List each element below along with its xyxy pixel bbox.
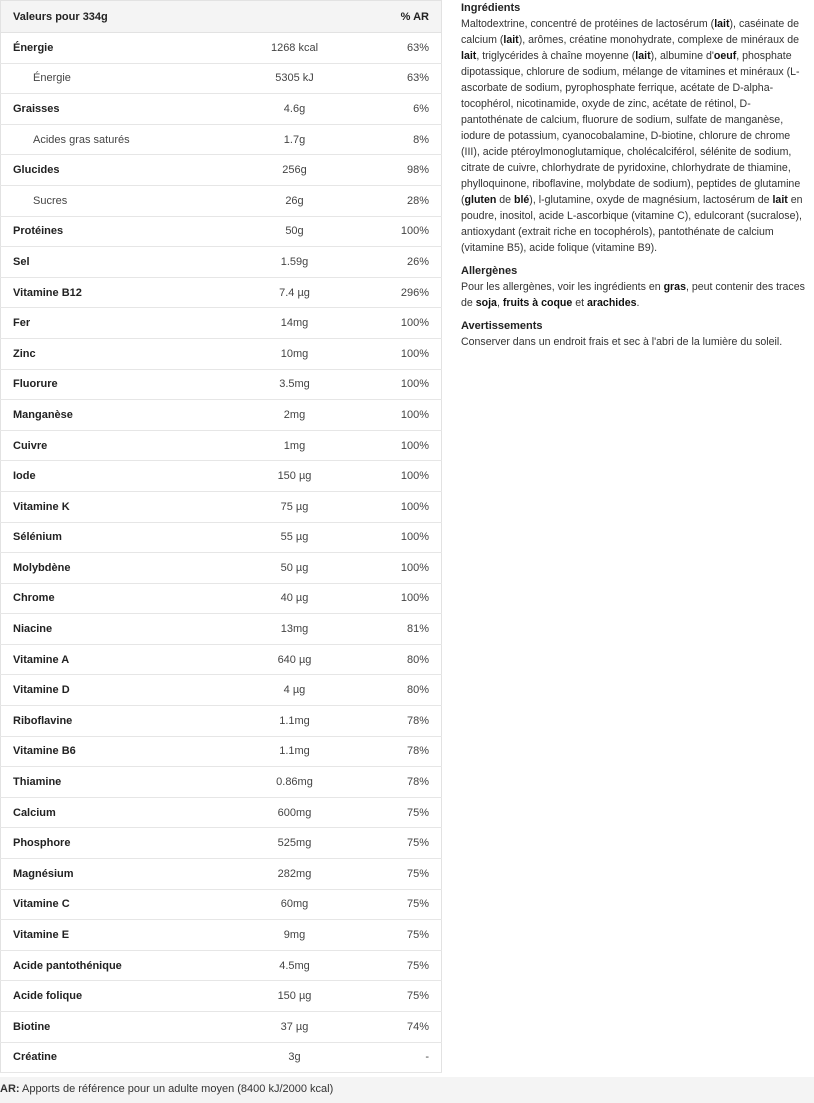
nutrient-amount: 600mg (229, 797, 361, 828)
nutrient-ar-percent: 75% (361, 889, 442, 920)
nutrient-name: Fluorure (1, 369, 229, 400)
nutrient-amount: 150 µg (229, 981, 361, 1012)
nutrient-ar-percent: 75% (361, 950, 442, 981)
ingredients-text (461, 16, 811, 256)
nutrient-name: Iode (1, 461, 229, 492)
table-row (1, 797, 442, 828)
nutrient-amount: 4.5mg (229, 950, 361, 981)
nutrient-ar-percent: 100% (361, 461, 442, 492)
nutrient-name: Vitamine E (1, 920, 229, 951)
nutrient-name: Vitamine A (1, 644, 229, 675)
nutrient-ar-percent: 296% (361, 277, 442, 308)
nutrient-amount: 3g (229, 1042, 361, 1073)
warnings-text: Conserver dans un endroit frais et sec à l'abri de la lumière du soleil. (461, 336, 783, 348)
nutrient-name: Molybdène (1, 553, 229, 584)
warnings-section (461, 318, 811, 350)
nutrient-name: Protéines (1, 216, 229, 247)
table-row (1, 583, 442, 614)
nutrient-amount: 50 µg (229, 553, 361, 584)
table-row (1, 859, 442, 890)
nutrient-name: Sel (1, 247, 229, 278)
allergens-section (461, 263, 811, 311)
nutrient-amount: 50g (229, 216, 361, 247)
table-row (1, 614, 442, 645)
text-segment: ), albumine d' (650, 50, 714, 62)
nutrient-amount: 13mg (229, 614, 361, 645)
table-row (1, 1012, 442, 1043)
allergen-highlight: soja (475, 297, 497, 309)
nutrient-ar-percent: 75% (361, 920, 442, 951)
nutrient-amount: 640 µg (229, 644, 361, 675)
nutrient-ar-percent: 63% (361, 33, 442, 64)
table-row (1, 338, 442, 369)
text-segment: , (496, 297, 503, 309)
nutrient-name: Phosphore (1, 828, 229, 859)
text-segment: , peut contenir des traces de (461, 281, 805, 309)
table-row (1, 369, 442, 400)
header-values-for: Valeurs pour 334g (1, 1, 229, 33)
nutrient-name: Acide folique (1, 981, 229, 1012)
nutrient-amount: 256g (229, 155, 361, 186)
table-row (1, 277, 442, 308)
product-info-panel (461, 0, 811, 357)
table-row (1, 491, 442, 522)
footnote-text: Apports de référence pour un adulte moyen (8400 kJ/2000 kcal) (19, 1083, 334, 1095)
nutrient-name: Fer (1, 308, 229, 339)
table-row (1, 950, 442, 981)
nutrient-ar-percent: 100% (361, 308, 442, 339)
ingredients-title: Ingrédients (461, 2, 521, 14)
nutrient-amount: 525mg (229, 828, 361, 859)
text-segment: et (572, 297, 588, 309)
nutrient-amount: 60mg (229, 889, 361, 920)
allergen-highlight: lait (635, 50, 651, 62)
nutrient-ar-percent: 80% (361, 644, 442, 675)
text-segment: , phosphate dipotassique, chlorure de sodium, mélange de vitamines et minéraux (L-ascorbate de sodium, pyrophosphate ferrique, acétate de D-alpha-tocophérol, nicotinamide, oxyde de zinc, acétate de rétinol, D-pantothénate de calcium, fluorure de sodium, sulfate de manganèse, iodure de potassium, cyanocobalamine, D-biotine, chlorure de chrome (III), acide ptéroylmonoglutamique, cholécalciférol, sélénite de sodium, citrate de cuivre, chlorhydrate de pyridoxine, chlorhydrate de thiamine, phylloquinone, riboflavine, molybdate de sodium), peptides de glutamine ( (461, 50, 801, 206)
nutrient-name: Sucres (1, 185, 229, 216)
nutrient-name: Acides gras saturés (1, 124, 229, 155)
table-row (1, 522, 442, 553)
nutrient-ar-percent: 28% (361, 185, 442, 216)
allergen-highlight: gras (663, 281, 686, 293)
nutrient-amount: 282mg (229, 859, 361, 890)
nutrient-ar-percent: - (361, 1042, 442, 1073)
table-row (1, 644, 442, 675)
nutrient-name: Zinc (1, 338, 229, 369)
table-row (1, 706, 442, 737)
nutrient-name: Vitamine K (1, 491, 229, 522)
table-row (1, 33, 442, 64)
nutrient-ar-percent: 100% (361, 430, 442, 461)
nutrient-ar-percent: 98% (361, 155, 442, 186)
nutrient-ar-percent: 74% (361, 1012, 442, 1043)
text-segment: de (496, 194, 514, 206)
header-ar-percent: % AR (361, 1, 442, 33)
table-row (1, 675, 442, 706)
nutrient-ar-percent: 75% (361, 828, 442, 859)
nutrient-name: Biotine (1, 1012, 229, 1043)
nutrient-amount: 4 µg (229, 675, 361, 706)
table-row (1, 155, 442, 186)
nutrient-ar-percent: 80% (361, 675, 442, 706)
nutrient-amount: 9mg (229, 920, 361, 951)
table-row (1, 216, 442, 247)
nutrient-amount: 75 µg (229, 491, 361, 522)
table-row (1, 400, 442, 431)
table-row (1, 828, 442, 859)
text-segment: Pour les allergènes, voir les ingrédients en (461, 281, 664, 293)
warnings-title: Avertissements (461, 320, 543, 332)
nutrient-amount: 5305 kJ (229, 63, 361, 94)
nutrient-ar-percent: 8% (361, 124, 442, 155)
allergen-highlight: lait (772, 194, 788, 206)
nutrient-name: Calcium (1, 797, 229, 828)
nutrient-ar-percent: 100% (361, 522, 442, 553)
text-segment: . (636, 297, 640, 309)
table-row (1, 308, 442, 339)
nutrient-amount: 1.1mg (229, 736, 361, 767)
allergen-highlight: oeuf (713, 50, 737, 62)
table-row (1, 247, 442, 278)
text-segment: ), caséinate de calcium ( (461, 18, 800, 46)
nutrient-amount: 40 µg (229, 583, 361, 614)
footnote-label: AR: (0, 1083, 20, 1095)
allergens-title: Allergènes (461, 265, 518, 277)
nutrient-amount: 1.59g (229, 247, 361, 278)
nutrient-amount: 10mg (229, 338, 361, 369)
nutrient-amount: 26g (229, 185, 361, 216)
nutrient-ar-percent: 81% (361, 614, 442, 645)
nutrient-ar-percent: 75% (361, 859, 442, 890)
nutrient-ar-percent: 100% (361, 553, 442, 584)
nutrient-amount: 7.4 µg (229, 277, 361, 308)
nutrient-ar-percent: 100% (361, 491, 442, 522)
allergen-highlight: gluten (464, 194, 497, 206)
nutrient-amount: 150 µg (229, 461, 361, 492)
table-row (1, 185, 442, 216)
nutrient-ar-percent: 78% (361, 736, 442, 767)
allergen-highlight: fruits à coque (502, 297, 573, 309)
table-header-row (1, 1, 442, 33)
header-amount (229, 1, 361, 33)
table-row (1, 94, 442, 125)
nutrition-table-body (1, 33, 442, 1073)
nutrient-amount: 3.5mg (229, 369, 361, 400)
nutrient-name: Vitamine C (1, 889, 229, 920)
nutrient-ar-percent: 78% (361, 767, 442, 798)
nutrient-amount: 2mg (229, 400, 361, 431)
nutrient-name: Magnésium (1, 859, 229, 890)
nutrient-ar-percent: 26% (361, 247, 442, 278)
nutrient-amount: 1mg (229, 430, 361, 461)
nutrient-ar-percent: 75% (361, 981, 442, 1012)
allergen-highlight: lait (503, 34, 519, 46)
allergen-highlight: lait (714, 18, 730, 30)
nutrient-name: Énergie (1, 33, 229, 64)
allergen-highlight: arachides (587, 297, 637, 309)
table-row (1, 430, 442, 461)
allergen-highlight: lait (461, 50, 477, 62)
text-segment: ), arômes, créatine monohydrate, complexe de minéraux de (518, 34, 799, 46)
nutrient-name: Énergie (1, 63, 229, 94)
nutrient-ar-percent: 6% (361, 94, 442, 125)
nutrient-ar-percent: 63% (361, 63, 442, 94)
table-row (1, 124, 442, 155)
nutrient-ar-percent: 78% (361, 706, 442, 737)
nutrient-ar-percent: 100% (361, 216, 442, 247)
nutrient-amount: 14mg (229, 308, 361, 339)
nutrient-name: Sélénium (1, 522, 229, 553)
text-segment: en poudre, inositol, acide L-ascorbique (vitamine C), edulcorant (sucralose), antioxydant (extrait riche en tocophérols), pantothénate de calcium (vitamine B5), acide folique (vitamine B9). (461, 194, 803, 254)
table-row (1, 1042, 442, 1073)
nutrient-name: Glucides (1, 155, 229, 186)
table-row (1, 63, 442, 94)
nutrient-amount: 1.1mg (229, 706, 361, 737)
nutrient-name: Riboflavine (1, 706, 229, 737)
nutrient-amount: 37 µg (229, 1012, 361, 1043)
nutrient-amount: 1268 kcal (229, 33, 361, 64)
nutrient-name: Vitamine B6 (1, 736, 229, 767)
table-row (1, 553, 442, 584)
nutrient-ar-percent: 100% (361, 583, 442, 614)
ar-footnote (0, 1077, 814, 1103)
table-row (1, 920, 442, 951)
text-segment: Maltodextrine, concentré de protéines de lactosérum ( (461, 18, 715, 30)
table-row (1, 767, 442, 798)
nutrient-ar-percent: 100% (361, 400, 442, 431)
nutrient-name: Cuivre (1, 430, 229, 461)
text-segment: , triglycérides à chaîne moyenne ( (476, 50, 636, 62)
nutrient-amount: 1.7g (229, 124, 361, 155)
text-segment: ), l-glutamine, oxyde de magnésium, lactosérum de (529, 194, 773, 206)
nutrient-ar-percent: 100% (361, 369, 442, 400)
table-row (1, 461, 442, 492)
nutrient-name: Acide pantothénique (1, 950, 229, 981)
nutrient-ar-percent: 100% (361, 338, 442, 369)
nutrient-amount: 4.6g (229, 94, 361, 125)
allergen-highlight: blé (513, 194, 530, 206)
nutrient-name: Vitamine D (1, 675, 229, 706)
nutrient-ar-percent: 75% (361, 797, 442, 828)
nutrient-name: Niacine (1, 614, 229, 645)
ingredients-section (461, 0, 811, 256)
table-row (1, 981, 442, 1012)
nutrient-amount: 55 µg (229, 522, 361, 553)
nutrient-name: Créatine (1, 1042, 229, 1073)
table-row (1, 736, 442, 767)
nutrient-amount: 0.86mg (229, 767, 361, 798)
nutrient-name: Chrome (1, 583, 229, 614)
table-row (1, 889, 442, 920)
nutrient-name: Vitamine B12 (1, 277, 229, 308)
nutrient-name: Manganèse (1, 400, 229, 431)
allergens-text (461, 279, 811, 311)
nutrient-name: Thiamine (1, 767, 229, 798)
nutrient-name: Graisses (1, 94, 229, 125)
